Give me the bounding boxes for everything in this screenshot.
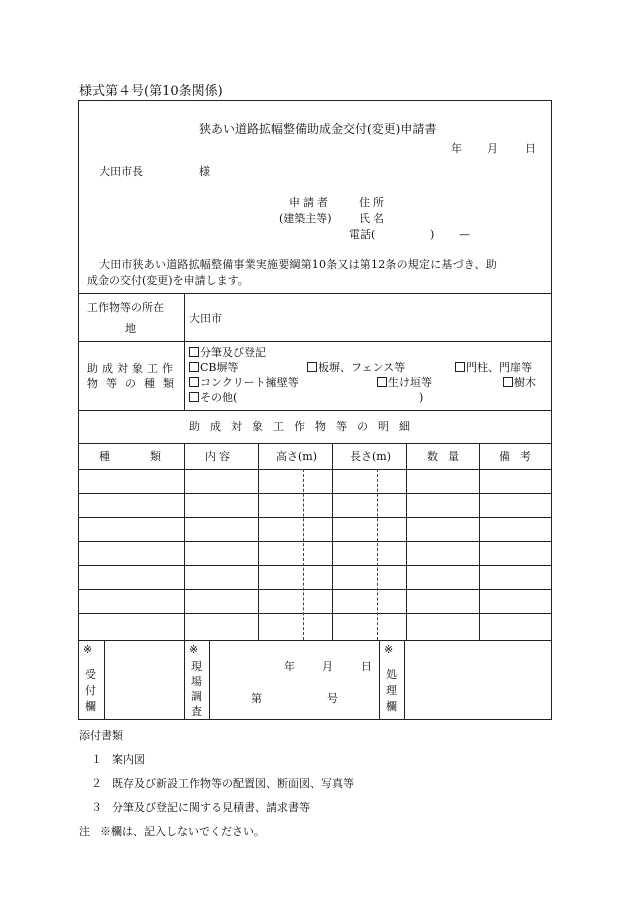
column-header: 高さ(m): [276, 450, 318, 463]
survey-number-suffix: 号: [327, 692, 338, 705]
column-header: 種類: [99, 450, 201, 463]
details-heading: 助成対象工作物等の明細: [189, 420, 420, 433]
address-label: 住所: [359, 196, 387, 209]
note-mark: ※: [384, 643, 394, 656]
addressee-honorific: 様: [199, 165, 210, 178]
option-other-close: ): [419, 391, 424, 404]
option-cb-wall[interactable]: CB塀等: [189, 362, 239, 373]
option-hedge[interactable]: 生け垣等: [377, 377, 432, 388]
applicant-label: 申請者: [289, 196, 331, 209]
checkbox-icon[interactable]: [189, 347, 199, 357]
column-header: 内容: [205, 450, 233, 463]
attachments-heading: 添付書類: [79, 729, 123, 742]
date-year: 年: [451, 142, 462, 155]
form-title: 狭あい道路拡幅整備助成金交付(変更)申請書: [199, 122, 437, 136]
checkbox-icon[interactable]: [377, 377, 387, 387]
checkbox-icon[interactable]: [503, 377, 513, 387]
date-month: 月: [487, 142, 498, 155]
target-label-line-2: 物等の種類: [87, 377, 182, 390]
checkbox-icon[interactable]: [455, 362, 465, 372]
survey-year: 年: [284, 660, 295, 673]
note-mark: ※: [189, 643, 199, 656]
application-statement-line-2: 成金の交付(変更)を申請します。: [87, 274, 249, 287]
option-gate[interactable]: 門柱、門扉等: [455, 362, 532, 373]
application-form: [78, 100, 552, 720]
column-header: 数量: [427, 450, 469, 463]
application-statement-line-1: 大田市狭あい道路拡幅整備事業実施要綱第10条又は第12条の規定に基づき、助: [99, 258, 497, 271]
option-concrete-wall[interactable]: コンクリート擁壁等: [189, 377, 299, 388]
survey-day: 日: [361, 660, 372, 673]
name-label: 氏名: [359, 212, 387, 225]
option-tree[interactable]: 樹木: [503, 377, 536, 388]
phone-close-paren: ): [430, 228, 435, 241]
survey-label: 現場調査: [191, 660, 202, 718]
note-line: 注 ※欄は、記入しないでください。: [79, 825, 265, 838]
location-value[interactable]: 大田市: [189, 312, 222, 325]
survey-month: 月: [322, 660, 333, 673]
column-header: 備考: [499, 450, 541, 463]
form-number-label: 様式第４号(第10条関係): [79, 84, 223, 99]
processing-label: 処理欄: [386, 668, 397, 713]
received-label: 受付欄: [85, 668, 96, 713]
column-header: 長さ(m): [350, 450, 392, 463]
addressee-name: 大田市長: [99, 165, 143, 178]
attachment-item: １ 案内図: [91, 753, 145, 766]
attachment-item: ２ 既存及び新設工作物等の配置図、断面図、写真等: [91, 777, 354, 790]
checkbox-icon[interactable]: [189, 377, 199, 387]
note-mark: ※: [83, 643, 93, 656]
phone-dash: —: [459, 228, 470, 241]
attachment-item: ３ 分筆及び登記に関する見積書、請求書等: [91, 801, 310, 814]
location-label-line-2: 地: [125, 322, 136, 335]
checkbox-icon[interactable]: [189, 362, 199, 372]
checkbox-icon[interactable]: [189, 392, 199, 402]
date-day: 日: [525, 142, 536, 155]
option-bunpitsu[interactable]: 分筆及び登記: [189, 347, 266, 358]
target-label-line-1: 助成対象工作: [87, 362, 177, 375]
location-label-line-1: 工作物等の所在: [87, 301, 164, 314]
builder-label: (建築主等): [279, 212, 332, 225]
phone-label: 電話(: [349, 228, 376, 241]
checkbox-icon[interactable]: [307, 362, 317, 372]
option-board-fence[interactable]: 板塀、フェンス等: [307, 362, 405, 373]
survey-number-prefix: 第: [251, 692, 262, 705]
option-other[interactable]: その他(: [189, 392, 237, 403]
